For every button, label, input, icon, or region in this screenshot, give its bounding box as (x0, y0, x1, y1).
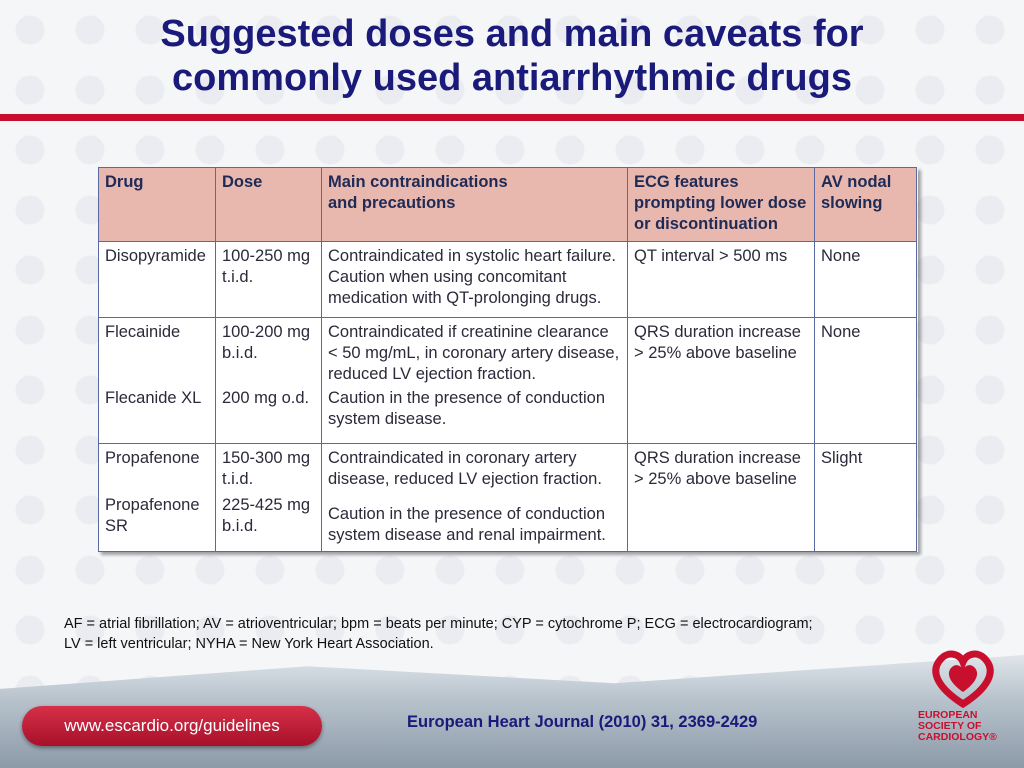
header-dose: Dose (216, 168, 322, 242)
cell-dose: 100-200 mg b.i.d. 200 mg o.d. (216, 318, 322, 444)
journal-citation: European Heart Journal (2010) 31, 2369-2429 (407, 713, 758, 731)
slide-title (0, 12, 1024, 100)
cell-drug: Disopyramide (99, 242, 216, 318)
table-row (99, 242, 917, 318)
table-row (99, 444, 917, 552)
cell-ecg: QT interval > 500 ms (628, 242, 815, 318)
header-drug: Drug (99, 168, 216, 242)
table-row (99, 318, 917, 444)
cell-av: Slight (815, 444, 917, 552)
esc-logo-text: EUROPEAN SOCIETY OF CARDIOLOGY® (918, 709, 997, 743)
cell-ecg: QRS duration increase > 25% above baseline (628, 444, 815, 552)
header-ecg-features: ECG features prompting lower dose or discontinuation (628, 168, 815, 242)
cell-contraindications: Contraindicated if creatinine clearance < 50 mg/mL, in coronary artery disease, reduced LV ejection fraction. Caution in the presence of conduction system disease. (322, 318, 628, 444)
drug-table-container (98, 167, 918, 552)
cell-contraindications: Contraindicated in coronary artery disease, reduced LV ejection fraction. Caution in the presence of conduction system disease and renal impairment. (322, 444, 628, 552)
abbreviations-footnote: AF = atrial fibrillation; AV = atrioventricular; bpm = beats per minute; CYP = cytochrome P; ECG = electrocardiogram; LV = left ventricular; NYHA = New York Heart Association. (64, 616, 813, 652)
cell-ecg: QRS duration increase > 25% above baseline (628, 318, 815, 444)
title-divider (0, 114, 1024, 121)
cell-dose: 100-250 mg t.i.d. (216, 242, 322, 318)
cell-dose: 150-300 mg t.i.d. 225-425 mg b.i.d. (216, 444, 322, 552)
cell-av: None (815, 318, 917, 444)
cell-drug: Flecainide Flecanide XL (99, 318, 216, 444)
cell-av: None (815, 242, 917, 318)
cell-drug: Propafenone Propafenone SR (99, 444, 216, 552)
header-av-nodal-slowing: AV nodal slowing (815, 168, 917, 242)
guidelines-link-button[interactable]: www.escardio.org/guidelines (22, 706, 322, 746)
table-header-row (99, 168, 917, 242)
title-line-1: Suggested doses and main caveats for (160, 13, 864, 55)
header-contraindications: Main contraindications and precautions (322, 168, 628, 242)
drug-table (98, 167, 917, 552)
cell-contraindications: Contraindicated in systolic heart failure. Caution when using concomitant medication with QT-prolonging drugs. (322, 242, 628, 318)
title-line-2: commonly used antiarrhythmic drugs (172, 57, 852, 99)
